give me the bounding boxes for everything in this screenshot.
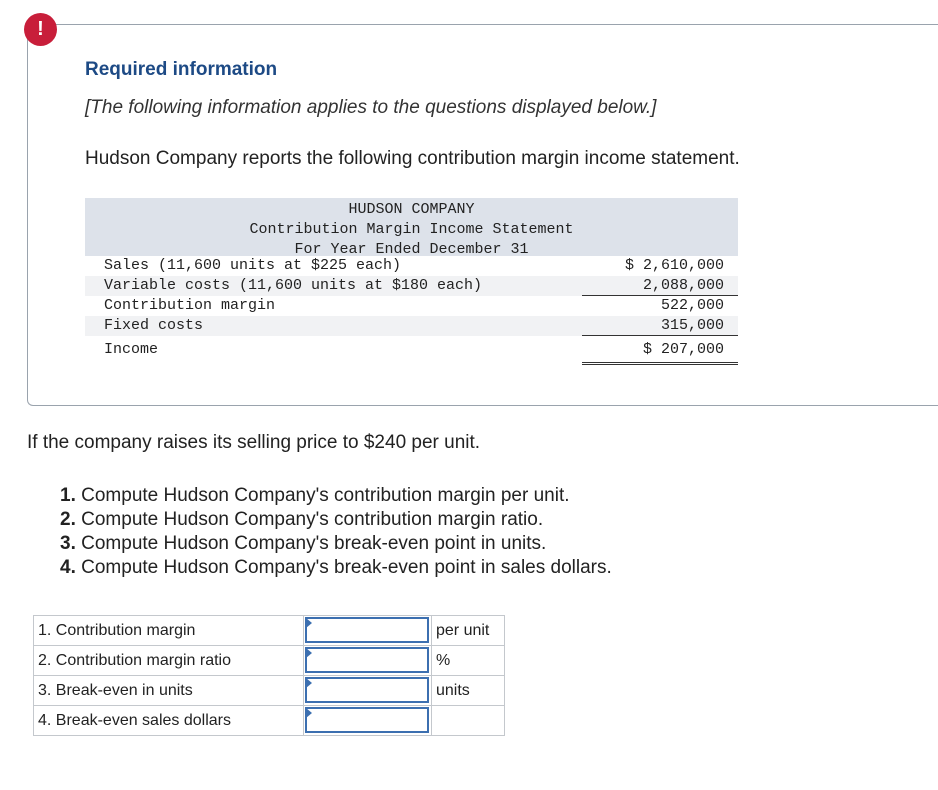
break-even-units-input[interactable] — [305, 677, 429, 703]
answer-label: 1. Contribution margin — [34, 616, 304, 646]
question-item — [60, 532, 612, 556]
row-label: Fixed costs — [104, 317, 204, 334]
row-amount: $ 207,000 — [642, 341, 724, 358]
statement-row-sales — [85, 256, 738, 276]
statement-row-fixed-costs — [85, 316, 738, 336]
answer-unit — [432, 706, 505, 736]
answer-row — [34, 646, 505, 676]
answer-unit: % — [432, 646, 505, 676]
question-text: Compute Hudson Company's contribution margin per unit. — [75, 485, 570, 506]
question-item — [60, 556, 612, 580]
statement-row-income — [85, 336, 738, 364]
question-number: 3. — [60, 533, 76, 554]
contribution-margin-ratio-input[interactable] — [305, 647, 429, 673]
row-label: Variable costs (11,600 units at $180 each) — [104, 277, 483, 294]
answer-row — [34, 616, 505, 646]
input-indicator-icon — [306, 618, 312, 628]
row-amount: 2,088,000 — [642, 277, 724, 294]
answer-unit: per unit — [432, 616, 505, 646]
row-label: Income — [104, 341, 159, 358]
row-label: Sales (11,600 units at $225 each) — [104, 257, 402, 274]
question-text: Compute Hudson Company's break-even point in units. — [75, 533, 547, 554]
question-item — [60, 484, 612, 508]
contribution-margin-input[interactable] — [305, 617, 429, 643]
question-number: 2. — [60, 509, 76, 530]
question-item — [60, 508, 612, 532]
statement-row-contribution-margin — [85, 296, 738, 316]
answer-label: 2. Contribution margin ratio — [34, 646, 304, 676]
answer-cell — [304, 706, 432, 736]
statement-company: HUDSON COMPANY — [348, 201, 475, 218]
statement-row-variable-costs — [85, 276, 738, 296]
statement-name: Contribution Margin Income Statement — [249, 221, 574, 238]
intro-text: Hudson Company reports the following contribution margin income statement. — [85, 148, 740, 169]
alert-icon: ! — [24, 13, 57, 46]
input-indicator-icon — [306, 708, 312, 718]
scenario-text: If the company raises its selling price to $240 per unit. — [27, 432, 481, 453]
input-indicator-icon — [306, 678, 312, 688]
question-text: Compute Hudson Company's contribution margin ratio. — [75, 509, 544, 530]
row-amount: 315,000 — [660, 317, 724, 334]
row-label: Contribution margin — [104, 297, 276, 314]
question-text: Compute Hudson Company's break-even point in sales dollars. — [75, 557, 612, 578]
answer-cell — [304, 676, 432, 706]
answer-table — [33, 615, 505, 736]
answer-cell — [304, 616, 432, 646]
statement-period: For Year Ended December 31 — [294, 241, 529, 258]
question-list — [60, 484, 612, 580]
answer-label: 3. Break-even in units — [34, 676, 304, 706]
statement-header — [85, 198, 738, 256]
income-statement — [85, 198, 738, 364]
required-info-note: [The following information applies to the questions displayed below.] — [85, 97, 657, 118]
input-indicator-icon — [306, 648, 312, 658]
break-even-sales-dollars-input[interactable] — [305, 707, 429, 733]
answer-label: 4. Break-even sales dollars — [34, 706, 304, 736]
answer-unit: units — [432, 676, 505, 706]
required-info-title: Required information — [85, 59, 278, 80]
answer-row — [34, 706, 505, 736]
question-number: 1. — [60, 485, 76, 506]
row-amount: 522,000 — [660, 297, 724, 314]
question-number: 4. — [60, 557, 76, 578]
row-amount: $ 2,610,000 — [624, 257, 724, 274]
answer-cell — [304, 646, 432, 676]
answer-row — [34, 676, 505, 706]
